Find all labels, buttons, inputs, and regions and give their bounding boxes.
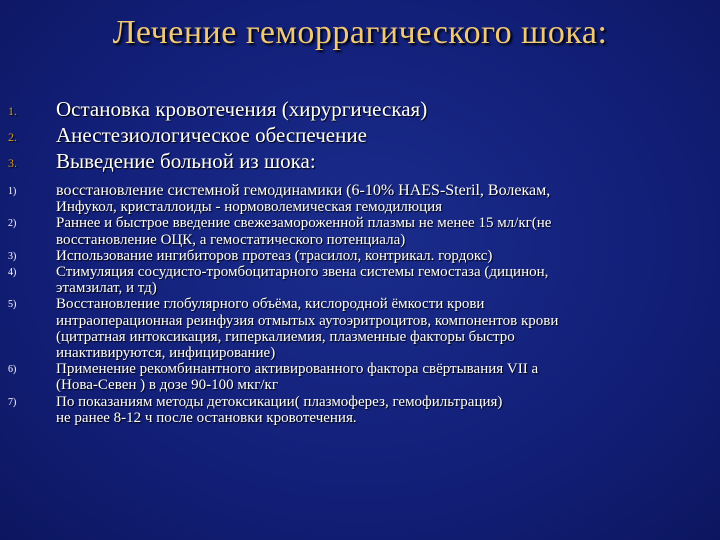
list-item-text <box>56 264 706 296</box>
text-line: инактивируются, инфицирование) <box>56 345 276 362</box>
list-item-text <box>56 183 706 215</box>
main-numbered-list <box>8 96 708 174</box>
sub-list-item <box>8 264 708 296</box>
text-line: этамзилат, и тд) <box>56 280 157 297</box>
main-list-item <box>8 96 708 122</box>
sub-list-item <box>8 296 708 361</box>
text-line: (цитратная интоксикация, гиперкалиемия, плазменные факторы быстро <box>56 328 515 345</box>
list-item-text: Остановка кровотечения (хирургическая) <box>56 97 428 121</box>
list-item-text <box>56 394 706 426</box>
text-line: Раннее и быстрое введение свежезамороженной плазмы не менее 15 мл/кг(не <box>56 215 552 232</box>
text-line: Применение рекомбинантного активированного фактора свёртывания VII а <box>56 361 539 378</box>
sub-list-item <box>8 394 708 426</box>
list-item-text: Анестезиологическое обеспечение <box>56 123 367 147</box>
list-number: 3. <box>8 156 17 170</box>
text-line: По показаниям методы детоксикации( плазмоферез, гемофильтрация) <box>56 393 503 410</box>
list-item-text <box>56 361 706 393</box>
sub-list-item <box>8 215 708 247</box>
list-number: 3) <box>8 250 17 262</box>
sub-numbered-list <box>8 183 708 426</box>
text-line: Восстановление глобулярного объёма, кислородной ёмкости крови <box>56 296 485 313</box>
main-list-item <box>8 122 708 148</box>
sub-list-item <box>8 183 708 215</box>
text-line: Инфукол, кристаллоиды - нормоволемическая гемодилюция <box>56 199 443 216</box>
list-item-text: Выведение больной из шока: <box>56 149 316 173</box>
list-item-text <box>56 248 706 264</box>
list-number: 1. <box>8 104 17 118</box>
list-item-text <box>56 296 706 361</box>
main-list-item <box>8 148 708 174</box>
text-line: Использование ингибиторов протеаз (трасилол, контрикал. гордокс) <box>56 247 493 264</box>
list-number: 2) <box>8 218 17 230</box>
list-number: 4) <box>8 267 17 279</box>
list-number: 6) <box>8 364 17 376</box>
sub-list-item <box>8 248 708 264</box>
text-line: восстановление ОЦК, а гемостатического потенциала) <box>56 231 406 248</box>
text-line: интраоперационная реинфузия отмытых аутоэритроцитов, компонентов крови <box>56 312 559 329</box>
text-line: восстановление системной гемодинамики (6-10% HAES-Steril, Волекам, <box>56 182 551 199</box>
slide-title: Лечение геморрагического шока: <box>112 14 608 51</box>
text-line: не ранее 8-12 ч после остановки кровотечения. <box>56 409 357 426</box>
list-number: 1) <box>8 186 17 197</box>
list-number: 5) <box>8 299 17 311</box>
list-number: 7) <box>8 396 17 408</box>
list-number: 2. <box>8 130 17 144</box>
text-line: (Нова-Севен ) в дозе 90-100 мкг/кг <box>56 377 278 394</box>
sub-list-item <box>8 361 708 393</box>
text-line: Стимуляция сосудисто-тромбоцитарного звена системы гемостаза (дицинон, <box>56 264 549 281</box>
list-item-text <box>56 215 706 247</box>
